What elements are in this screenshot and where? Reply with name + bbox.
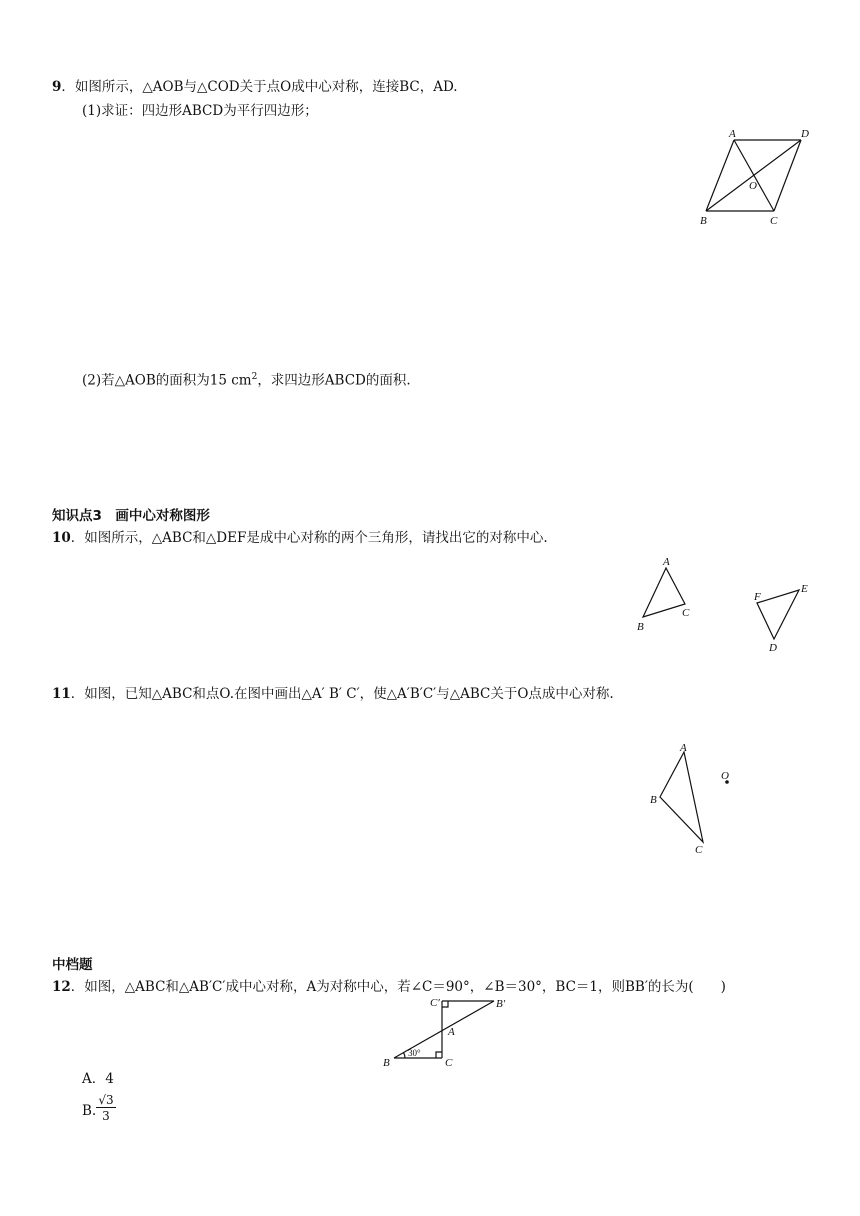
q10-label-a: A — [663, 556, 670, 568]
q12-option-b-prefix: B. — [82, 1103, 97, 1119]
q9-label-a: A — [729, 128, 736, 140]
q10-number: 10 — [52, 530, 71, 546]
q11-text: ．如图，已知△ABC和点O.在图中画出△A′ B′ C′，使△A′B′C′与△ABC关于O点成中心对称. — [70, 686, 614, 702]
q10-label-d: D — [769, 642, 777, 654]
q12-right-angle-c-prime — [442, 1001, 448, 1007]
q11-label-b: B — [650, 794, 657, 806]
q10-label-c: C — [682, 607, 690, 619]
q11-number: 11 — [52, 686, 71, 702]
q12-label-c: C — [445, 1057, 453, 1069]
q9-label-b: B — [700, 215, 707, 227]
q12-label-b: B — [383, 1057, 390, 1069]
q12-number: 12 — [52, 979, 71, 995]
q9-number: 9 — [52, 79, 62, 95]
q9-label-c: C — [770, 215, 778, 227]
q10-text: ．如图所示，△ABC和△DEF是成中心对称的两个三角形，请找出它的对称中心. — [70, 530, 548, 546]
q9-text: ．如图所示，△AOB与△COD关于点O成中心对称，连接BC，AD. — [61, 79, 458, 95]
q9-part2-sup: 2 — [251, 372, 258, 382]
q12-angle-arc-b — [404, 1053, 406, 1058]
q9-part1: (1)求证：四边形ABCD为平行四边形； — [82, 103, 318, 119]
q12-text: ．如图，△ABC和△AB′C′成中心对称，A为对称中心，若∠C＝90°，∠B＝30°，BC＝1，则BB′的长为( ) — [70, 979, 726, 995]
q12-label-c-prime: C′ — [430, 997, 440, 1009]
q12-label-a: A — [448, 1026, 455, 1038]
q12-label-angle: 30° — [408, 1048, 421, 1058]
section-3-title: 知识点3 画中心对称图形 — [52, 508, 210, 524]
q9-label-d: D — [801, 128, 809, 140]
q12-label-b-prime: B′ — [496, 998, 506, 1010]
q11-label-o: O — [721, 770, 729, 782]
q12-right-angle-c — [436, 1052, 442, 1058]
q12-option-a: A．4 — [82, 1071, 114, 1087]
q12-option-b-fraction — [96, 1094, 116, 1122]
q11-label-a: A — [680, 742, 687, 754]
q12-option-b-numerator: √3 — [96, 1094, 116, 1108]
q9-part2-text: (2)若△AOB的面积为15 cm — [82, 372, 252, 389]
q9-part2-text-end: ，求四边形ABCD的面积. — [257, 372, 411, 389]
q12-option-b-denominator: 3 — [102, 1109, 110, 1123]
q10-label-b: B — [637, 621, 644, 633]
q11-label-c: C — [695, 844, 703, 856]
section-mid-title: 中档题 — [52, 957, 93, 973]
q10-label-f: F — [754, 591, 761, 603]
q9-label-o: O — [749, 180, 757, 192]
q10-label-e: E — [801, 583, 808, 595]
q12-option-b — [82, 1103, 96, 1119]
